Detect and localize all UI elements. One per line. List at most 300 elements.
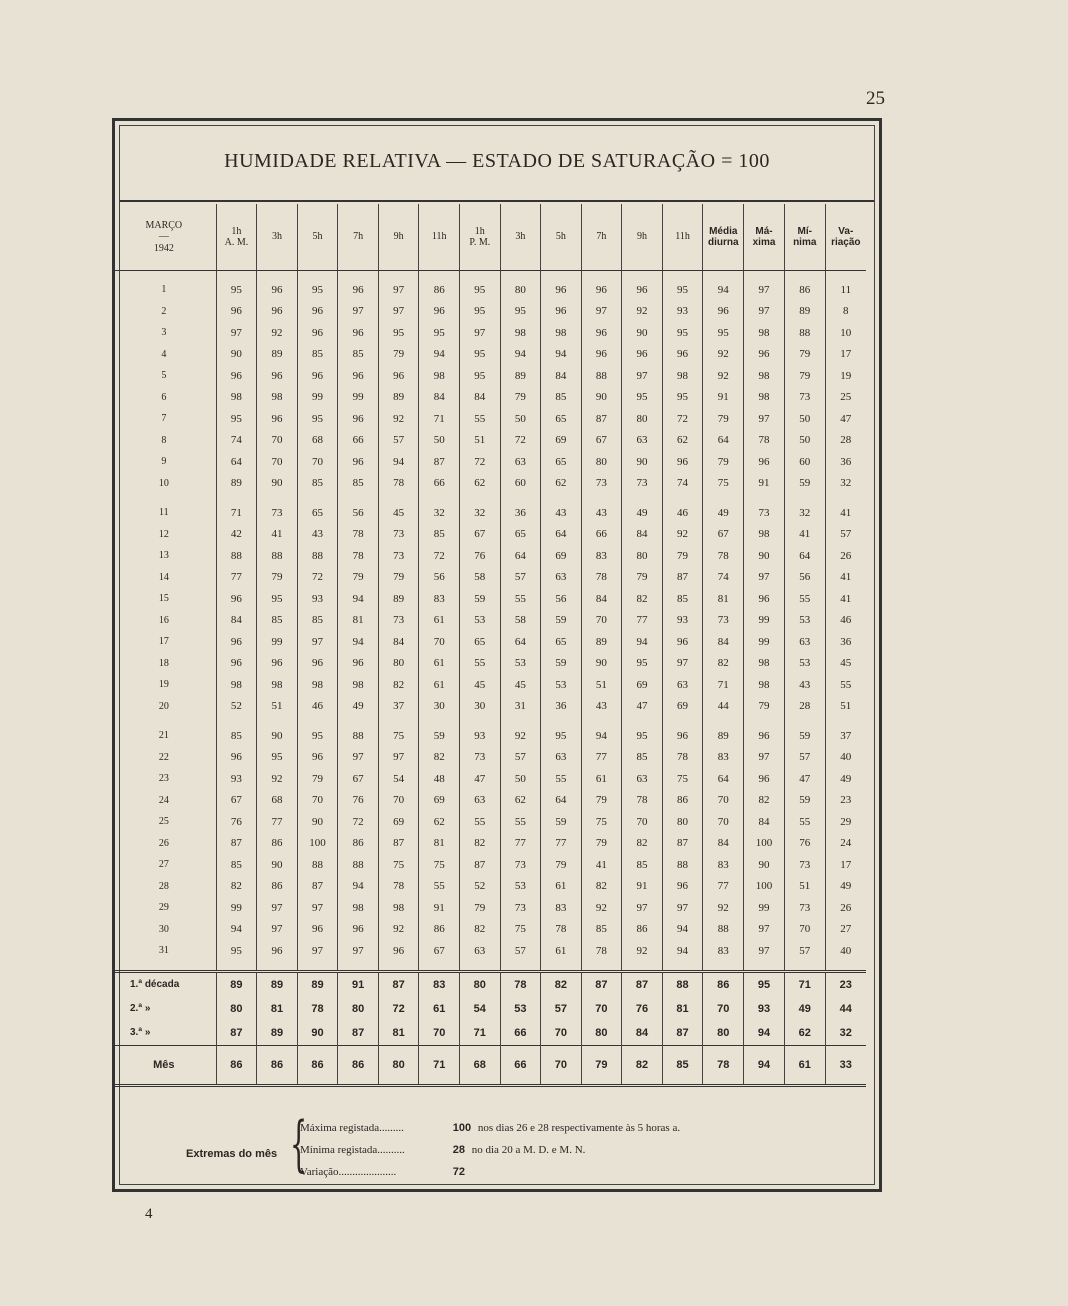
value-cell: 89 <box>784 301 825 323</box>
column-header <box>338 204 379 271</box>
value-cell: 71 <box>703 674 744 696</box>
value-cell: 52 <box>460 876 501 898</box>
value-cell: 73 <box>581 473 622 495</box>
extremes-label: Extremas do mês <box>186 1148 278 1160</box>
day-cell: 14 <box>158 571 169 583</box>
value-cell: 78 <box>581 567 622 589</box>
spacer-cell <box>581 717 622 725</box>
value-cell: 95 <box>460 365 501 387</box>
spacer-cell <box>338 494 379 502</box>
value-cell: 80 <box>622 545 663 567</box>
value-cell: 90 <box>257 854 298 876</box>
value-cell: 63 <box>541 747 582 769</box>
spacer-cell <box>784 271 825 280</box>
value-cell: 86 <box>419 919 460 941</box>
value-cell: 53 <box>784 610 825 632</box>
table-row <box>112 631 866 653</box>
column-header-line1: 7h <box>596 231 607 243</box>
value-cell: 99 <box>744 897 785 919</box>
value-cell: 96 <box>257 940 298 962</box>
value-cell: 57 <box>500 567 541 589</box>
value-cell: 92 <box>500 725 541 747</box>
value-cell: 93 <box>662 610 703 632</box>
value-cell: 79 <box>662 545 703 567</box>
value-cell: 95 <box>257 747 298 769</box>
spacer-cell <box>744 271 785 280</box>
value-cell: 45 <box>460 674 501 696</box>
value-cell: 70 <box>581 610 622 632</box>
value-cell: 47 <box>784 768 825 790</box>
value-cell: 62 <box>662 430 703 452</box>
day-cell: 21 <box>158 730 169 742</box>
value-cell: 72 <box>460 451 501 473</box>
value-cell: 56 <box>541 588 582 610</box>
value-cell: 63 <box>460 940 501 962</box>
table-row <box>112 451 866 473</box>
value-cell: 79 <box>378 344 419 366</box>
value-cell: 85 <box>216 854 257 876</box>
value-cell: 51 <box>784 876 825 898</box>
table-row <box>112 790 866 812</box>
value-cell: 46 <box>297 696 338 718</box>
column-header-line1: 1h <box>474 225 485 237</box>
value-cell: 37 <box>825 725 866 747</box>
extremes-variation-value: 72 <box>452 1166 465 1178</box>
value-cell: 71 <box>419 408 460 430</box>
column-header-line2: xima <box>752 237 776 248</box>
value-cell: 98 <box>541 322 582 344</box>
summary-value: 93 <box>744 997 785 1021</box>
value-cell: 95 <box>257 588 298 610</box>
value-cell: 96 <box>338 919 379 941</box>
month-header <box>112 204 216 271</box>
value-cell: 45 <box>378 502 419 524</box>
value-cell: 83 <box>419 588 460 610</box>
summary-value: 86 <box>297 1045 338 1085</box>
value-cell: 91 <box>744 473 785 495</box>
spacer-cell <box>338 271 379 280</box>
value-cell: 76 <box>216 811 257 833</box>
value-cell: 99 <box>257 631 298 653</box>
summary-value: 49 <box>784 997 825 1021</box>
value-cell: 50 <box>500 408 541 430</box>
value-cell: 49 <box>338 696 379 718</box>
value-cell: 96 <box>622 279 663 301</box>
summary-value: 76 <box>622 997 663 1021</box>
summary-label: 3.ª » <box>130 1027 151 1038</box>
value-cell: 62 <box>460 473 501 495</box>
value-cell: 90 <box>744 854 785 876</box>
value-cell: 99 <box>216 897 257 919</box>
table-row <box>112 387 866 409</box>
value-cell: 96 <box>257 279 298 301</box>
value-cell: 79 <box>784 344 825 366</box>
value-cell: 73 <box>784 897 825 919</box>
value-cell: 85 <box>338 473 379 495</box>
value-cell: 79 <box>581 833 622 855</box>
value-cell: 82 <box>216 876 257 898</box>
spacer-cell <box>622 962 663 972</box>
value-cell: 97 <box>297 897 338 919</box>
value-cell: 98 <box>257 387 298 409</box>
column-header <box>297 204 338 271</box>
value-cell: 59 <box>541 653 582 675</box>
value-cell: 44 <box>703 696 744 718</box>
value-cell: 79 <box>378 567 419 589</box>
value-cell: 77 <box>541 833 582 855</box>
table-row <box>112 344 866 366</box>
value-cell: 55 <box>460 811 501 833</box>
value-cell: 100 <box>744 833 785 855</box>
summary-value: 82 <box>622 1045 663 1085</box>
value-cell: 70 <box>419 631 460 653</box>
value-cell: 49 <box>703 502 744 524</box>
value-cell: 97 <box>297 940 338 962</box>
spacer-cell <box>112 962 216 972</box>
value-cell: 97 <box>378 301 419 323</box>
value-cell: 77 <box>257 811 298 833</box>
value-cell: 67 <box>338 768 379 790</box>
value-cell: 99 <box>744 610 785 632</box>
value-cell: 77 <box>581 747 622 769</box>
value-cell: 96 <box>216 365 257 387</box>
value-cell: 86 <box>257 876 298 898</box>
value-cell: 78 <box>338 524 379 546</box>
value-cell: 92 <box>662 524 703 546</box>
value-cell: 46 <box>662 502 703 524</box>
value-cell: 62 <box>541 473 582 495</box>
value-cell: 96 <box>257 408 298 430</box>
value-cell: 97 <box>338 301 379 323</box>
summary-row <box>112 971 866 997</box>
summary-value: 90 <box>297 1021 338 1046</box>
value-cell: 93 <box>662 301 703 323</box>
value-cell: 96 <box>257 365 298 387</box>
spacer-cell <box>500 962 541 972</box>
spacer-row <box>112 717 866 725</box>
value-cell: 75 <box>703 473 744 495</box>
value-cell: 52 <box>216 696 257 718</box>
spacer-cell <box>541 271 582 280</box>
value-cell: 100 <box>744 876 785 898</box>
table-frame <box>112 118 882 1192</box>
value-cell: 70 <box>257 430 298 452</box>
summary-value: 32 <box>825 1021 866 1046</box>
value-cell: 95 <box>378 322 419 344</box>
summary-value: 87 <box>338 1021 379 1046</box>
value-cell: 50 <box>419 430 460 452</box>
year-label: 1942 <box>153 242 174 254</box>
value-cell: 79 <box>500 387 541 409</box>
value-cell: 56 <box>784 567 825 589</box>
value-cell: 55 <box>500 588 541 610</box>
value-cell: 69 <box>622 674 663 696</box>
value-cell: 45 <box>500 674 541 696</box>
value-cell: 55 <box>419 876 460 898</box>
value-cell: 86 <box>784 279 825 301</box>
summary-value: 81 <box>662 997 703 1021</box>
spacer-cell <box>378 962 419 972</box>
value-cell: 95 <box>500 301 541 323</box>
value-cell: 97 <box>257 897 298 919</box>
value-cell: 97 <box>216 322 257 344</box>
spacer-cell <box>257 717 298 725</box>
spacer-cell <box>703 494 744 502</box>
value-cell: 26 <box>825 545 866 567</box>
value-cell: 41 <box>825 502 866 524</box>
value-cell: 86 <box>622 919 663 941</box>
summary-value: 54 <box>460 997 501 1021</box>
value-cell: 79 <box>297 768 338 790</box>
column-header-line1: 3h <box>271 231 282 243</box>
value-cell: 95 <box>703 322 744 344</box>
value-cell: 82 <box>622 588 663 610</box>
day-cell: 4 <box>161 348 167 360</box>
spacer-cell <box>662 494 703 502</box>
spacer-cell <box>216 271 257 280</box>
table-row <box>112 408 866 430</box>
value-cell: 79 <box>703 451 744 473</box>
summary-value: 80 <box>216 997 257 1021</box>
value-cell: 55 <box>825 674 866 696</box>
spacer-cell <box>500 717 541 725</box>
column-header <box>662 204 703 271</box>
summary-label: 1.ª década <box>112 971 216 997</box>
value-cell: 87 <box>297 876 338 898</box>
spacer-cell <box>703 962 744 972</box>
table-row <box>112 567 866 589</box>
spacer-cell <box>662 271 703 280</box>
value-cell: 96 <box>703 301 744 323</box>
day-cell: 17 <box>158 636 169 648</box>
day-cell: 13 <box>158 550 169 562</box>
spacer-cell <box>112 271 216 280</box>
value-cell: 28 <box>784 696 825 718</box>
spacer-cell <box>784 717 825 725</box>
day-cell: 25 <box>158 816 169 828</box>
value-cell: 78 <box>744 430 785 452</box>
value-cell: 70 <box>703 790 744 812</box>
spacer-cell <box>419 717 460 725</box>
value-cell: 97 <box>622 897 663 919</box>
value-cell: 29 <box>825 811 866 833</box>
value-cell: 90 <box>581 653 622 675</box>
column-header-line1: 3h <box>515 231 526 243</box>
value-cell: 72 <box>419 545 460 567</box>
value-cell: 69 <box>378 811 419 833</box>
value-cell: 94 <box>622 631 663 653</box>
value-cell: 64 <box>216 451 257 473</box>
value-cell: 23 <box>825 790 866 812</box>
value-cell: 49 <box>825 876 866 898</box>
column-header <box>744 204 785 271</box>
value-cell: 88 <box>216 545 257 567</box>
value-cell: 96 <box>744 344 785 366</box>
spacer-cell <box>784 962 825 972</box>
value-cell: 85 <box>662 588 703 610</box>
value-cell: 96 <box>338 653 379 675</box>
extremes-section <box>120 1109 874 1188</box>
extremes-variation-key: Variação..................... <box>300 1166 397 1178</box>
value-cell: 98 <box>744 524 785 546</box>
value-cell: 85 <box>297 473 338 495</box>
value-cell: 54 <box>378 768 419 790</box>
column-header <box>703 204 744 271</box>
spacer-cell <box>744 962 785 972</box>
spacer-cell <box>500 494 541 502</box>
footer-number: 4 <box>145 1206 153 1222</box>
value-cell: 96 <box>378 365 419 387</box>
day-cell: 30 <box>158 923 169 935</box>
column-header-line1: 11h <box>675 231 690 243</box>
value-cell: 73 <box>784 854 825 876</box>
table-row <box>112 919 866 941</box>
summary-value: 83 <box>419 971 460 997</box>
summary-row <box>112 997 866 1021</box>
value-cell: 70 <box>784 919 825 941</box>
column-header <box>581 204 622 271</box>
day-cell: 23 <box>158 773 169 785</box>
value-cell: 70 <box>297 790 338 812</box>
value-cell: 95 <box>662 387 703 409</box>
value-cell: 98 <box>744 674 785 696</box>
extremes-min <box>300 1144 585 1156</box>
column-header-line1: 7h <box>353 231 364 243</box>
summary-value: 86 <box>257 1045 298 1085</box>
value-cell: 55 <box>460 408 501 430</box>
value-cell: 79 <box>581 790 622 812</box>
summary-value: 80 <box>460 971 501 997</box>
value-cell: 88 <box>581 365 622 387</box>
value-cell: 79 <box>744 696 785 718</box>
column-header-line2: riação <box>831 237 861 248</box>
spacer-cell <box>825 962 866 972</box>
summary-value: 53 <box>500 997 541 1021</box>
column-header <box>784 204 825 271</box>
value-cell: 24 <box>825 833 866 855</box>
summary-value: 70 <box>581 997 622 1021</box>
value-cell: 42 <box>216 524 257 546</box>
summary-value: 66 <box>500 1045 541 1085</box>
spacer-cell <box>460 962 501 972</box>
value-cell: 53 <box>460 610 501 632</box>
value-cell: 63 <box>622 768 663 790</box>
day-cell: 31 <box>158 945 169 957</box>
value-cell: 90 <box>257 725 298 747</box>
value-cell: 78 <box>541 919 582 941</box>
day-cell: 16 <box>158 614 169 626</box>
table-row <box>112 876 866 898</box>
value-cell: 36 <box>541 696 582 718</box>
spacer-cell <box>581 271 622 280</box>
column-header <box>622 204 663 271</box>
value-cell: 65 <box>541 631 582 653</box>
day-cell: 5 <box>161 370 167 382</box>
value-cell: 93 <box>460 725 501 747</box>
value-cell: 97 <box>581 301 622 323</box>
value-cell: 85 <box>216 725 257 747</box>
table-row <box>112 854 866 876</box>
day-cell: 28 <box>158 880 169 892</box>
spacer-cell <box>581 494 622 502</box>
table-row <box>112 502 866 524</box>
value-cell: 68 <box>257 790 298 812</box>
value-cell: 43 <box>541 502 582 524</box>
value-cell: 96 <box>297 747 338 769</box>
spacer-cell <box>297 717 338 725</box>
table-row <box>112 768 866 790</box>
value-cell: 96 <box>338 451 379 473</box>
value-cell: 57 <box>784 747 825 769</box>
value-cell: 97 <box>744 408 785 430</box>
value-cell: 55 <box>784 588 825 610</box>
value-cell: 96 <box>622 344 663 366</box>
value-cell: 87 <box>216 833 257 855</box>
value-cell: 80 <box>581 451 622 473</box>
day-cell: 19 <box>158 679 169 691</box>
spacer-cell <box>500 271 541 280</box>
value-cell: 98 <box>216 674 257 696</box>
value-cell: 67 <box>216 790 257 812</box>
value-cell: 96 <box>216 588 257 610</box>
value-cell: 28 <box>825 430 866 452</box>
summary-value: 87 <box>622 971 663 997</box>
value-cell: 59 <box>541 811 582 833</box>
value-cell: 95 <box>460 301 501 323</box>
value-cell: 84 <box>744 811 785 833</box>
value-cell: 95 <box>622 725 663 747</box>
value-cell: 96 <box>216 301 257 323</box>
value-cell: 19 <box>825 365 866 387</box>
value-cell: 96 <box>662 876 703 898</box>
value-cell: 70 <box>257 451 298 473</box>
spacer-cell <box>257 494 298 502</box>
value-cell: 65 <box>297 502 338 524</box>
summary-value: 62 <box>784 1021 825 1046</box>
value-cell: 96 <box>216 653 257 675</box>
value-cell: 82 <box>744 790 785 812</box>
summary-value: 88 <box>662 971 703 997</box>
spacer-cell <box>744 494 785 502</box>
value-cell: 90 <box>581 387 622 409</box>
table-row <box>112 524 866 546</box>
summary-value: 89 <box>216 971 257 997</box>
value-cell: 98 <box>338 674 379 696</box>
value-cell: 72 <box>662 408 703 430</box>
value-cell: 43 <box>581 696 622 718</box>
page-number: 25 <box>866 88 885 109</box>
value-cell: 96 <box>744 768 785 790</box>
value-cell: 51 <box>825 696 866 718</box>
value-cell: 96 <box>662 451 703 473</box>
value-cell: 41 <box>825 567 866 589</box>
value-cell: 82 <box>419 747 460 769</box>
value-cell: 97 <box>744 301 785 323</box>
value-cell: 95 <box>460 344 501 366</box>
value-cell: 95 <box>297 725 338 747</box>
value-cell: 96 <box>581 279 622 301</box>
value-cell: 26 <box>825 897 866 919</box>
day-cell: 9 <box>161 456 167 468</box>
value-cell: 85 <box>297 344 338 366</box>
value-cell: 86 <box>419 279 460 301</box>
summary-value: 71 <box>460 1021 501 1046</box>
column-header <box>825 204 866 271</box>
extremes-variation <box>300 1166 469 1178</box>
column-header <box>541 204 582 271</box>
value-cell: 79 <box>703 408 744 430</box>
value-cell: 74 <box>216 430 257 452</box>
